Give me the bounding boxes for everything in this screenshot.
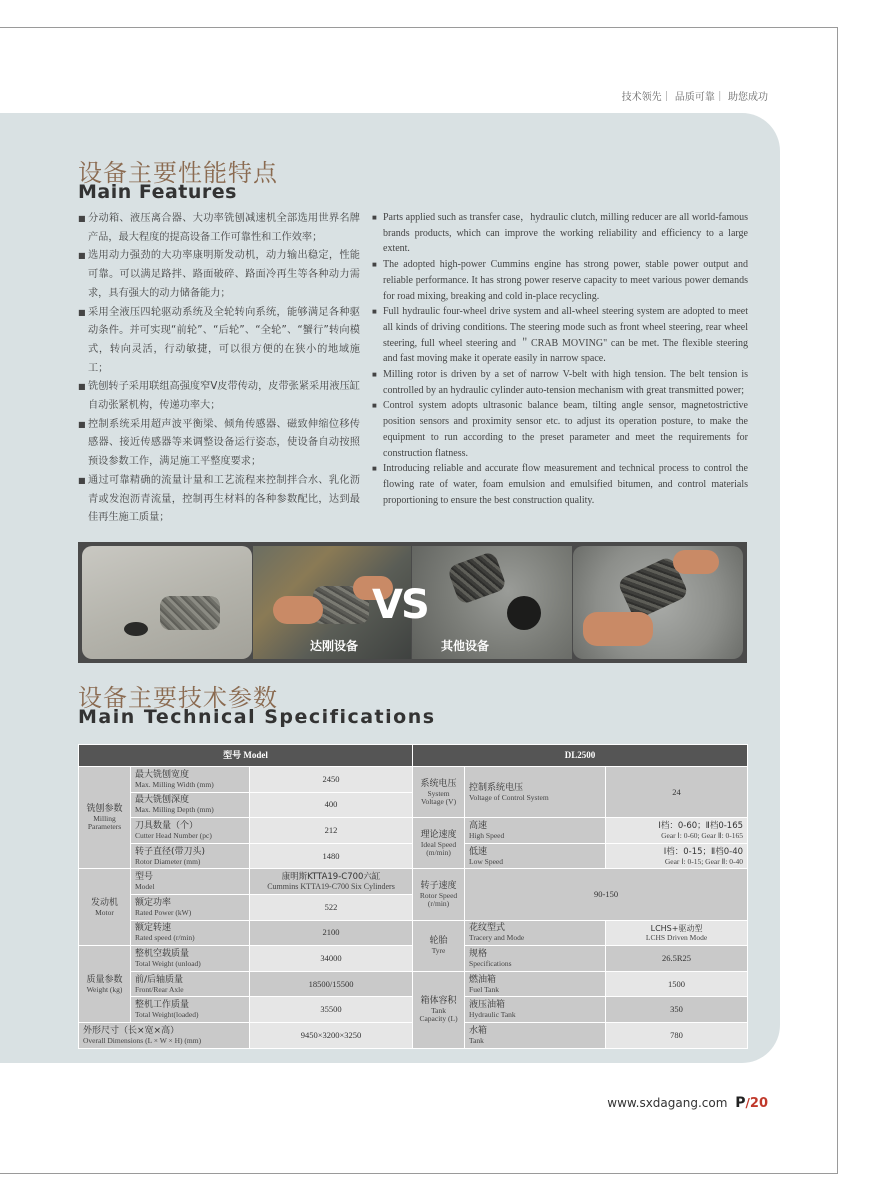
cutter-number-value: 212 (250, 818, 413, 844)
frame-top-line (0, 27, 838, 28)
feature-item-en: ■ Parts applied such as transfer case，hydraulic clutch, milling reducer are all world-famous brands products, which can improve the working reliability and efficiency to a large extent. (372, 210, 748, 257)
model-value-header: DL2500 (413, 745, 748, 767)
low-speed-label: 低速 Low Speed (465, 843, 606, 869)
feature-item-cn: ■ 分动箱、液压离合器、大功率铣刨减速机全部选用世界名牌产品，最大程度的提高设备工作可靠性和工作效率； (78, 210, 360, 247)
tank-capacity-label: 箱体容积 Tank Capacity (L) (413, 971, 465, 1048)
slogan: 技术领先｜ 品质可靠｜ 助您成功 (621, 92, 768, 103)
fuel-tank-value: 1500 (606, 971, 748, 997)
specs-title-en: Main Technical Specifications (78, 706, 436, 728)
high-speed-value: Ⅰ档：0-60；Ⅱ档0-165 Gear Ⅰ: 0-60; Gear Ⅱ: 0-165 (606, 818, 748, 844)
hydraulic-tank-value: 350 (606, 997, 748, 1023)
rated-power-value: 522 (250, 894, 413, 920)
rated-speed-value: 2100 (250, 920, 413, 946)
other-core-photo (412, 546, 572, 659)
loaded-weight-value: 35500 (250, 997, 413, 1023)
feature-item-en: ■ Introducing reliable and accurate flow measurement and technical process to control the flowing rate of water, foam emulsion and emulsified bitumen, and control materials proportioning to ensure the best construction quality. (372, 461, 748, 508)
rated-power-label: 额定功率 Rated Power (kW) (131, 894, 250, 920)
rotor-speed-label: 转子速度 Rotor Speed (r/min) (413, 869, 465, 920)
feature-item-en: ■ Full hydraulic four-wheel drive system and all-wheel steering system are adopted to meet all kinds of driving conditions. The steering mode such as front wheel steering, rear wheel steering, full wheel steering and ＂CRAB MOVING" can be met. The flexible steering and fast moving make it operate easily in narrow space. (372, 304, 748, 367)
tread-value: LCHS+驱动型 LCHS Driven Mode (606, 920, 748, 946)
fuel-tank-label: 燃油箱 Fuel Tank (465, 971, 606, 997)
drill-hole (507, 596, 541, 630)
engine-model-label: 型号 Model (131, 869, 250, 895)
rotor-diameter-label: 转子直径(带刀头) Rotor Diameter (mm) (131, 843, 250, 869)
max-milling-depth-label: 最大铣刨深度 Max. Milling Depth (mm) (131, 792, 250, 818)
hand (273, 596, 323, 624)
rotor-diameter-value: 1480 (250, 843, 413, 869)
water-tank-value: 780 (606, 1022, 748, 1048)
other-hands-photo (573, 546, 743, 659)
cutter-number-label: 刀具数量（个） Cutter Head Number (pc) (131, 818, 250, 844)
engine-model-value: 康明斯KTTA19-C700六缸 Cummins KTTA19-C700 Six Cylinders (250, 869, 413, 895)
system-voltage-label: 系统电压 System Voltage (V) (413, 767, 465, 818)
tyre-spec-label: 规格 Specifications (465, 946, 606, 972)
max-milling-width-label: 最大铣刨宽度 Max. Milling Width (mm) (131, 767, 250, 793)
hand (673, 550, 719, 574)
feature-item-cn: ■ 选用动力强劲的大功率康明斯发动机，动力输出稳定，性能可靠。可以满足路拌、路面破碎、路面冷再生等各种动力需求，具有强大的动力储备能力； (78, 247, 360, 303)
low-speed-value: Ⅰ档：0-15；Ⅱ档0-40 Gear Ⅰ: 0-15; Gear Ⅱ: 0-40 (606, 843, 748, 869)
features-list-en (372, 210, 748, 508)
tyre-label: 轮胎 Tyre (413, 920, 465, 971)
page-number: 20 (749, 1096, 768, 1111)
page-footer (560, 1095, 768, 1111)
tread-label: 花纹型式 Tracery and Mode (465, 920, 606, 946)
milling-group-label: 铣刨参数 Milling Parameters (79, 767, 131, 869)
feature-item-en: ■ Control system adopts ultrasonic balance beam, tilting angle sensor, magnetostrictive position sensors and proximity sensor etc. to adjust its operation posture, to make the equipment to run according to the preset parameter and meet the requirements for construction flatness. (372, 398, 748, 461)
control-voltage-label: 控制系统电压 Voltage of Control System (465, 767, 606, 818)
dimensions-label: 外形尺寸（长×宽×高） Overall Dimensions (L × W × H) (mm) (79, 1022, 250, 1048)
max-milling-width-value: 2450 (250, 767, 413, 793)
page-p-mark: P (735, 1095, 746, 1111)
feature-item-en: ■ Milling rotor is driven by a set of narrow V-belt with high tension. The belt tension is controlled by an hydraulic cylinder auto-tension mechanism with great transmitted power; (372, 367, 748, 398)
page-slash: / (745, 1096, 750, 1110)
other-equipment-label: 其他设备 (441, 639, 490, 653)
dagang-equipment-label: 达刚设备 (310, 639, 359, 653)
feature-item-cn: ■ 采用全液压四轮驱动系统及全轮转向系统，能够满足各种驱动条件。并可实现“前轮”、“后轮”、“全轮”、“蟹行”转向模式，转向灵活，行动敏捷，可以很方便的在狭小的地域施工； (78, 304, 360, 379)
drill-hole (124, 622, 148, 636)
frame-right-line (837, 27, 838, 1174)
comparison-photo-strip (78, 542, 747, 663)
axle-weight-label: 前/后轴质量 Front/Rear Axle (131, 971, 250, 997)
dagang-core-photo (82, 546, 252, 659)
unload-weight-value: 34000 (250, 946, 413, 972)
unload-weight-label: 整机空载质量 Total Weight (unload) (131, 946, 250, 972)
ideal-speed-label: 理论速度 Ideal Speed (m/min) (413, 818, 465, 869)
rotor-speed-value: 90-150 (465, 869, 748, 920)
features-list-cn (78, 210, 360, 528)
water-tank-label: 水箱 Tank (465, 1022, 606, 1048)
specs-title-cn: 设备主要技术参数 (78, 684, 278, 712)
vs-label: VS (372, 582, 428, 628)
broken-core-sample (447, 551, 508, 606)
milled-core-sample (160, 596, 220, 630)
hand (583, 612, 653, 646)
feature-item-cn: ■ 通过可靠精确的流量计量和工艺流程来控制拌合水、乳化沥青或发泡沥青流量，控制再生材料的各种参数配比，达到最佳再生施工质量； (78, 472, 360, 528)
features-title-en: Main Features (78, 181, 237, 203)
model-header: 型号 Model (79, 745, 413, 767)
high-speed-label: 高速 High Speed (465, 818, 606, 844)
website-url: www.sxdagang.com (607, 1096, 728, 1110)
dimensions-value: 9450×3200×3250 (250, 1022, 413, 1048)
specifications-table (78, 744, 748, 1049)
axle-weight-value: 18500/15500 (250, 971, 413, 997)
feature-item-en: ■ The adopted high-power Cummins engine has strong power, stable power output and reliable performance. It has strong power reserve capacity to meet various power demands for road mixing, breaking and cold in-place recycling. (372, 257, 748, 304)
rated-speed-label: 额定转速 Rated speed (r/min) (131, 920, 250, 946)
tyre-spec-value: 26.5R25 (606, 946, 748, 972)
weight-group-label: 质量参数 Weight (kg) (79, 946, 131, 1023)
hydraulic-tank-label: 液压油箱 Hydraulic Tank (465, 997, 606, 1023)
feature-item-cn: ■ 控制系统采用超声波平衡梁、倾角传感器、磁致伸缩位移传感器、接近传感器等来调整设备运行姿态，使设备自动按照预设参数工作，满足施工平整度要求； (78, 416, 360, 472)
features-title-cn: 设备主要性能特点 (78, 159, 278, 187)
motor-group-label: 发动机 Motor (79, 869, 131, 946)
loaded-weight-label: 整机工作质量 Total Weight(loaded) (131, 997, 250, 1023)
max-milling-depth-value: 400 (250, 792, 413, 818)
control-voltage-value: 24 (606, 767, 748, 818)
frame-bottom-line (0, 1173, 838, 1174)
feature-item-cn: ■ 铣刨转子采用联组高强度窄V皮带传动，皮带张紧采用液压缸自动张紧机构，传递功率大； (78, 378, 360, 415)
